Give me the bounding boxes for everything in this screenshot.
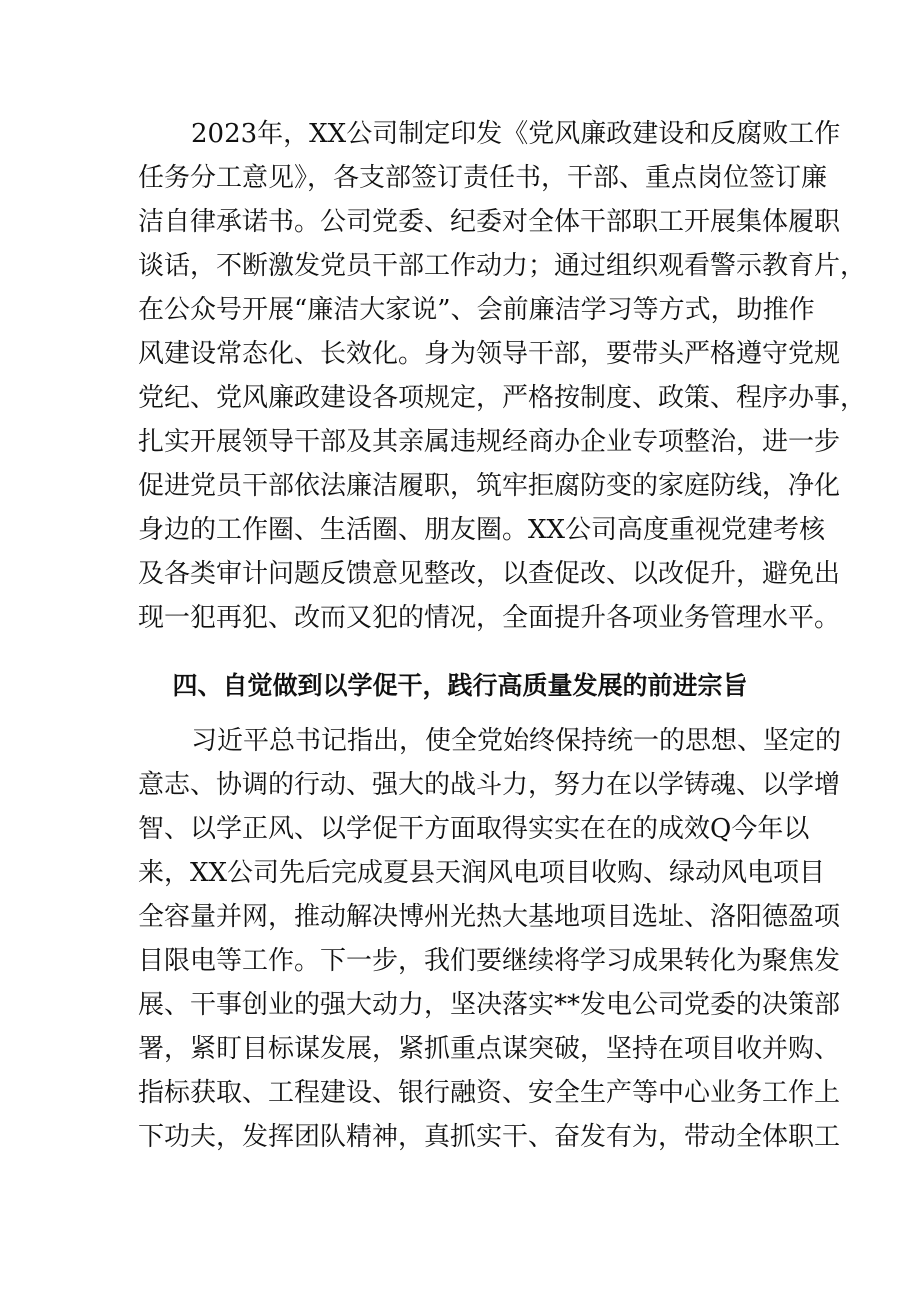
paragraph-1-line: 扎实开展领导干部及其亲属违规经商办企业专项整治，进一步 xyxy=(138,427,841,457)
paragraph-1-line: 身边的工作圈、生活圈、朋友圈。XX公司高度重视党建考核 xyxy=(138,515,826,545)
paragraph-2-line: 来，XX公司先后完成夏县天润风电项目收购、绿动风电项目 xyxy=(138,858,826,888)
paragraph-1-line: 现一犯再犯、改而又犯的情况，全面提升各项业务管理水平。 xyxy=(138,603,841,633)
paragraph-2-line: 习近平总书记指出，使全党始终保持统一的思想、坚定的 xyxy=(191,726,842,756)
paragraph-1-line: 洁自律承诺书。公司党委、纪委对全体干部职工开展集体履职 xyxy=(138,207,841,237)
paragraph-2-line: 指标获取、工程建设、银行融资、安全生产等中心业务工作上 xyxy=(138,1078,841,1108)
paragraph-2-line: 署，紧盯目标谋发展，紧抓重点谋突破，坚持在项目收并购、 xyxy=(138,1034,841,1064)
paragraph-1-line: 在公众号开展“廉洁大家说”、会前廉洁学习等方式，助推作 xyxy=(138,295,815,325)
paragraph-1-line: 谈话，不断激发党员干部工作动力；通过组织观看警示教育片， xyxy=(138,251,867,281)
paragraph-1-line: 促进党员干部依法廉洁履职，筑牢拒腐防变的家庭防线，净化 xyxy=(138,471,841,501)
paragraph-2-line: 目限电等工作。下一步，我们要继续将学习成果转化为聚焦发 xyxy=(138,946,841,976)
paragraph-2-line: 智、以学正风、以学促干方面取得实实在在的成效Q今年以 xyxy=(138,814,810,844)
paragraph-1-line: 风建设常态化、长效化。身为领导干部，要带头严格遵守党规 xyxy=(138,339,841,369)
section-heading: 四、自觉做到以学促干，践行高质量发展的前进宗旨 xyxy=(172,671,748,700)
paragraph-1-line: 及各类审计问题反馈意见整改，以查促改、以改促升，避免出 xyxy=(138,559,841,589)
paragraph-2-line: 意志、协调的行动、强大的战斗力，努力在以学铸魂、以学增 xyxy=(138,770,841,800)
paragraph-2-line: 展、干事创业的强大动力，坚决落实**发电公司党委的决策部 xyxy=(138,990,841,1020)
paragraph-2-line: 下功夫，发挥团队精神，真抓实干、奋发有为，带动全体职工 xyxy=(138,1122,841,1152)
paragraph-1-line: 党纪、党风廉政建设各项规定，严格按制度、政策、程序办事， xyxy=(138,383,867,413)
paragraph-2-line: 全容量并网，推动解决博州光热大基地项目选址、洛阳德盈项 xyxy=(138,902,841,932)
paragraph-1-line: 任务分工意见》，各支部签订责任书，干部、重点岗位签订廉 xyxy=(138,163,828,193)
paragraph-1-line: 2023年，XX公司制定印发《党风廉政建设和反腐败工作 xyxy=(191,119,841,149)
